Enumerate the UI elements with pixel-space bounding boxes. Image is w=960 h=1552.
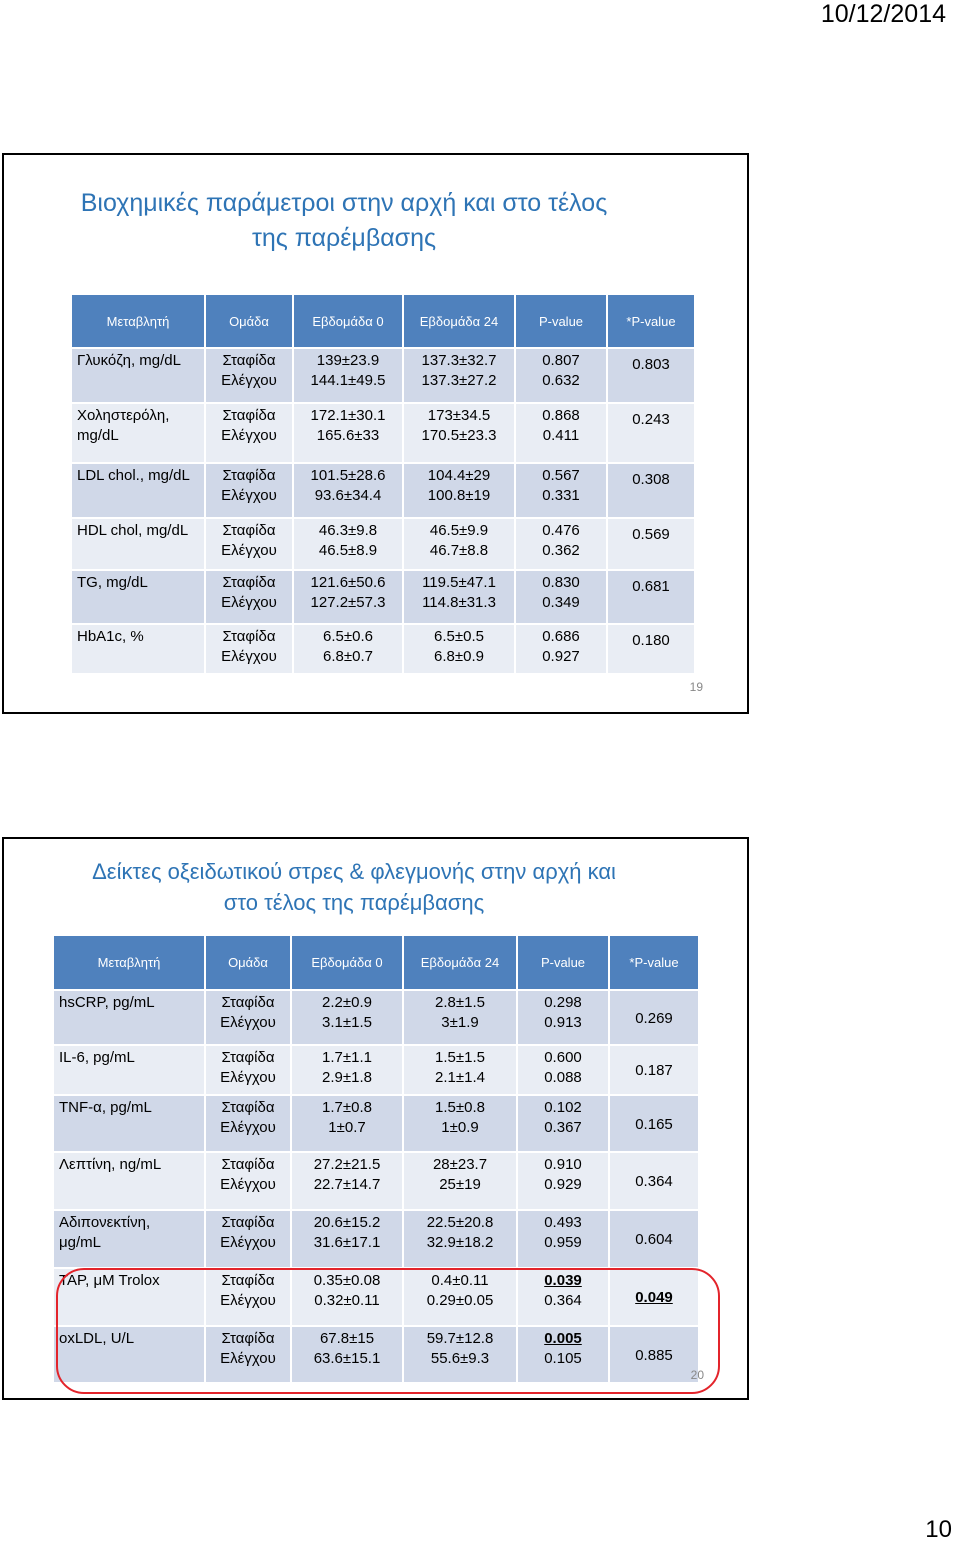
cell-week24 [403,1268,517,1326]
cell-week0-line: 63.6±15.1 [313,1350,381,1367]
cell-variable-line: oxLDL, U/L [59,1330,135,1347]
cell-week0 [291,1326,403,1383]
slide-number: 20 [690,1368,704,1382]
cell-group-line: Σταφίδα [222,352,276,369]
cell-variable-line [59,1013,202,1033]
header-week0: Εβδομάδα 0 [291,935,403,990]
cell-pvalue-line: 0.331 [542,487,580,504]
cell-star-pvalue [607,624,695,674]
slide-20 [2,837,749,1400]
title-line-1: Δείκτες οξειδωτικού στρες & φλεγμονής στην αρχή και [92,859,616,884]
cell-week24-line: 3±1.9 [441,1014,479,1031]
cell-variable-line: hsCRP, pg/mL [59,994,155,1011]
cell-star-pvalue [609,1152,699,1210]
cell-variable-line: TNF-α, pg/mL [59,1099,152,1116]
header-variable: Μεταβλητή [53,935,205,990]
cell-star-pvalue-value: 0.308 [632,471,670,488]
cell-pvalue-line: 0.929 [544,1176,582,1193]
page-number: 10 [925,1516,952,1543]
cell-pvalue [515,463,607,518]
cell-week24-line: 32.9±18.2 [426,1234,494,1251]
cell-star-pvalue-value: 0.243 [632,411,670,428]
cell-variable-line: mg/dL [77,427,119,444]
cell-week24-line: 1.5±0.8 [435,1099,485,1116]
cell-pvalue [515,570,607,624]
cell-group-line: Ελέγχου [220,1292,276,1309]
cell-variable [53,990,205,1045]
cell-pvalue-line: 0.868 [542,407,580,424]
cell-group-line: Ελέγχου [220,1234,276,1251]
cell-variable-line [59,1175,202,1195]
cell-star-pvalue [607,463,695,518]
slide-title [4,186,684,256]
cell-star-pvalue [607,518,695,570]
cell-pvalue-line: 0.364 [544,1292,582,1309]
cell-pvalue-line: 0.959 [544,1234,582,1251]
cell-week0-line: 93.6±34.4 [314,487,382,504]
cell-star-pvalue-value: 0.569 [632,526,670,543]
cell-star-pvalue-value: 0.604 [635,1231,673,1248]
cell-week0-line: 46.3±9.8 [318,522,378,539]
cell-variable [71,518,205,570]
table-row [71,403,695,463]
cell-week0-line: 2.2±0.9 [322,994,372,1011]
cell-week0-line: 101.5±28.6 [310,467,386,484]
cell-week24-line: 137.3±32.7 [421,352,497,369]
cell-variable-line [59,1349,202,1369]
table-row [71,570,695,624]
cell-week24 [403,348,515,403]
cell-group [205,348,293,403]
cell-group [205,463,293,518]
cell-star-pvalue [607,348,695,403]
cell-week0 [293,403,403,463]
cell-week24-line: 59.7±12.8 [426,1330,494,1347]
cell-week24 [403,1095,517,1152]
cell-pvalue [517,1152,609,1210]
cell-group-line: Σταφίδα [222,628,276,645]
cell-variable-line: LDL chol., mg/dL [77,467,190,484]
cell-pvalue-line: 0.830 [542,574,580,591]
cell-week0-line: 1.7±0.8 [322,1099,372,1116]
cell-variable [71,403,205,463]
cell-pvalue [515,348,607,403]
cell-group-line: Ελέγχου [220,1069,276,1086]
cell-group-line: Ελέγχου [221,427,277,444]
title-line-1: Βιοχημικές παράμετροι στην αρχή και στο τέλος [80,189,608,217]
cell-week0 [293,518,403,570]
cell-week24-line: 100.8±19 [427,487,491,504]
title-line-2: στο τέλος της παρέμβασης [223,890,485,915]
slide-19 [2,153,749,714]
cell-week0 [291,1268,403,1326]
cell-week0-line: 6.8±0.7 [323,648,373,665]
cell-pvalue-line: 0.105 [544,1350,582,1367]
cell-week0-line: 139±23.9 [316,352,380,369]
cell-week24-line: 119.5±47.1 [422,574,496,591]
oxidative-stress-table [52,934,700,1384]
cell-week0-line: 20.6±15.2 [313,1214,381,1231]
cell-week0-line: 127.2±57.3 [310,594,386,611]
table-row [53,1268,699,1326]
cell-week24-line: 1.5±1.5 [435,1049,485,1066]
cell-week0 [291,990,403,1045]
cell-group-line: Σταφίδα [222,407,276,424]
header-group: Ομάδα [205,294,293,348]
cell-pvalue-line: 0.367 [544,1119,582,1136]
cell-variable-line [77,647,202,667]
cell-group [205,1152,291,1210]
cell-week24-line: 28±23.7 [432,1156,488,1173]
cell-week0 [291,1210,403,1268]
cell-pvalue [517,1095,609,1152]
cell-pvalue-line: 0.362 [542,542,580,559]
cell-group-line: Σταφίδα [222,467,276,484]
cell-group-line: Ελέγχου [221,648,277,665]
cell-group-line: Ελέγχου [221,594,277,611]
cell-group-line: Σταφίδα [222,574,276,591]
cell-week24-line: 104.4±29 [427,467,491,484]
cell-star-pvalue-value: 0.885 [635,1346,673,1364]
cell-variable-line [77,486,202,506]
cell-pvalue-line: 0.088 [544,1069,582,1086]
table-row [71,463,695,518]
table-row [71,348,695,403]
cell-pvalue-line: 0.600 [544,1049,582,1066]
table-row [71,624,695,674]
cell-group [205,1210,291,1268]
cell-week0-line: 121.6±50.6 [310,574,386,591]
cell-star-pvalue [609,1210,699,1268]
cell-week0 [291,1152,403,1210]
cell-week0-line: 1±0.7 [328,1119,366,1136]
cell-group [205,1268,291,1326]
cell-pvalue-line: 0.005 [544,1330,582,1347]
cell-star-pvalue-value: 0.180 [632,632,670,649]
cell-week24-line: 0.29±0.05 [426,1292,494,1309]
cell-variable [53,1045,205,1095]
cell-variable [71,570,205,624]
cell-variable-line [59,1068,202,1088]
cell-group [205,1326,291,1383]
cell-week24-line: 6.5±0.5 [434,628,484,645]
table-row [53,990,699,1045]
cell-week0 [293,348,403,403]
cell-star-pvalue-value: 0.049 [635,1289,673,1306]
table-row [71,518,695,570]
cell-pvalue [517,990,609,1045]
cell-group-line: Σταφίδα [221,1214,275,1231]
cell-group [205,570,293,624]
cell-group [205,1045,291,1095]
cell-week24 [403,463,515,518]
cell-star-pvalue [607,570,695,624]
cell-variable [71,624,205,674]
cell-pvalue-line: 0.349 [542,594,580,611]
cell-group-line: Σταφίδα [221,1330,275,1347]
cell-pvalue [517,1210,609,1268]
cell-week24-line: 2.8±1.5 [435,994,485,1011]
cell-variable-line [59,1291,202,1311]
cell-week0-line: 0.35±0.08 [313,1272,381,1289]
cell-star-pvalue-value: 0.187 [635,1062,673,1079]
table-row [53,1045,699,1095]
cell-week0 [293,570,403,624]
cell-week24-line: 0.4±0.11 [431,1272,489,1289]
cell-week0-line: 6.5±0.6 [323,628,373,645]
cell-group [205,624,293,674]
cell-group-line: Ελέγχου [221,487,277,504]
cell-week0-line: 144.1±49.5 [310,372,386,389]
cell-star-pvalue-value: 0.681 [632,578,670,595]
cell-group-line: Ελέγχου [221,542,277,559]
header-star-pvalue: *P-value [607,294,695,348]
cell-variable [53,1095,205,1152]
cell-week24-line: 170.5±23.3 [421,427,497,444]
cell-pvalue-line: 0.807 [542,352,580,369]
cell-week24-line: 6.8±0.9 [434,648,484,665]
biochemical-parameters-table [70,293,696,675]
cell-variable-line: TAP, μM Trolox [59,1272,160,1289]
header-group: Ομάδα [205,935,291,990]
cell-variable [71,348,205,403]
cell-week24-line: 1±0.9 [441,1119,479,1136]
cell-variable-line: Γλυκόζη, mg/dL [77,352,181,369]
cell-week24 [403,624,515,674]
cell-pvalue-line: 0.910 [544,1156,582,1173]
cell-variable-line: HbA1c, % [77,628,144,645]
cell-group-line: Σταφίδα [221,1049,275,1066]
cell-group [205,1095,291,1152]
cell-week0-line: 1.7±1.1 [322,1049,372,1066]
cell-pvalue-line: 0.493 [544,1214,582,1231]
cell-week24 [403,518,515,570]
cell-pvalue-line: 0.927 [542,648,580,665]
cell-variable [71,463,205,518]
cell-variable-line: TG, mg/dL [77,574,148,591]
cell-week24 [403,1326,517,1383]
header-star-pvalue: *P-value [609,935,699,990]
cell-variable-line [77,541,202,561]
cell-star-pvalue [609,1326,699,1383]
cell-variable [53,1268,205,1326]
header-week24: Εβδομάδα 24 [403,935,517,990]
cell-week24-line: 22.5±20.8 [426,1214,494,1231]
cell-star-pvalue-value: 0.364 [635,1173,673,1190]
cell-group-line: Σταφίδα [221,1099,275,1116]
cell-week0 [291,1095,403,1152]
cell-group-line: Ελέγχου [220,1119,276,1136]
cell-star-pvalue [609,1095,699,1152]
cell-variable [53,1210,205,1268]
cell-variable [53,1152,205,1210]
cell-week24 [403,403,515,463]
cell-week0-line: 27.2±21.5 [313,1156,381,1173]
title-line-2: της παρέμβασης [251,224,437,252]
cell-star-pvalue-value: 0.165 [635,1115,673,1133]
cell-group-line: Σταφίδα [222,522,276,539]
cell-week24-line: 114.8±31.3 [422,594,496,611]
cell-week0-line: 165.6±33 [316,427,380,444]
header-week0: Εβδομάδα 0 [293,294,403,348]
cell-pvalue-line: 0.039 [544,1272,582,1289]
cell-week24-line: 25±19 [439,1176,481,1193]
table-row [53,1210,699,1268]
cell-group [205,990,291,1045]
cell-pvalue-line: 0.298 [544,994,582,1011]
cell-pvalue [515,403,607,463]
cell-star-pvalue-value: 0.269 [635,1009,673,1027]
cell-star-pvalue-value: 0.803 [632,356,670,373]
cell-week24-line: 46.7±8.8 [429,542,489,559]
cell-group-line: Σταφίδα [221,994,275,1011]
cell-week24-line: 173±34.5 [427,407,491,424]
cell-pvalue-line: 0.913 [544,1014,582,1031]
cell-pvalue [515,624,607,674]
cell-variable-line [77,593,202,613]
cell-week0-line: 172.1±30.1 [310,407,386,424]
cell-week24-line: 46.5±9.9 [429,522,489,539]
table-row [53,1326,699,1383]
cell-pvalue-line: 0.411 [542,427,580,444]
cell-week0-line: 46.5±8.9 [318,542,378,559]
cell-pvalue [517,1268,609,1326]
cell-variable-line: IL-6, pg/mL [59,1049,135,1066]
cell-pvalue-line: 0.476 [542,522,580,539]
header-pvalue: P-value [517,935,609,990]
cell-variable-line: Αδιπονεκτίνη, [59,1214,151,1231]
cell-pvalue [515,518,607,570]
cell-group [205,403,293,463]
cell-pvalue [517,1326,609,1383]
slide-title [4,856,704,918]
cell-variable-line [59,1118,202,1138]
cell-group-line: Ελέγχου [221,372,277,389]
cell-group-line: Σταφίδα [221,1272,275,1289]
table-row [53,1095,699,1152]
cell-pvalue-line: 0.632 [542,372,580,389]
cell-pvalue-line: 0.102 [544,1099,582,1116]
cell-pvalue-line: 0.686 [542,628,580,645]
slide-number: 19 [689,680,703,694]
cell-week0-line: 22.7±14.7 [313,1176,381,1193]
cell-week0 [291,1045,403,1095]
cell-week24 [403,990,517,1045]
cell-group-line: Ελέγχου [220,1176,276,1193]
cell-variable [53,1326,205,1383]
cell-group-line: Ελέγχου [220,1014,276,1031]
cell-variable-line: Λεπτίνη, ng/mL [59,1156,162,1173]
cell-group [205,518,293,570]
cell-variable-line: μg/mL [59,1234,101,1251]
header-pvalue: P-value [515,294,607,348]
cell-star-pvalue [609,990,699,1045]
cell-week0-line: 3.1±1.5 [322,1014,372,1031]
cell-group-line: Ελέγχου [220,1350,276,1367]
cell-week24 [403,1045,517,1095]
cell-variable-line: Χοληστερόλη, [77,407,170,424]
cell-star-pvalue [607,403,695,463]
cell-week24-line: 137.3±27.2 [421,372,497,389]
cell-week24 [403,1210,517,1268]
cell-week24-line: 55.6±9.3 [430,1350,490,1367]
cell-week0-line: 2.9±1.8 [322,1069,372,1086]
cell-week24-line: 2.1±1.4 [435,1069,485,1086]
cell-group-line: Σταφίδα [221,1156,275,1173]
cell-week0-line: 67.8±15 [319,1330,375,1347]
page-date: 10/12/2014 [820,0,946,28]
cell-week0 [293,463,403,518]
cell-week24 [403,1152,517,1210]
cell-week24 [403,570,515,624]
cell-star-pvalue [609,1268,699,1326]
cell-variable-line: HDL chol, mg/dL [77,522,189,539]
cell-pvalue-line: 0.567 [542,467,580,484]
cell-pvalue [517,1045,609,1095]
cell-week0 [293,624,403,674]
cell-variable-line [77,371,202,391]
header-week24: Εβδομάδα 24 [403,294,515,348]
table-row [53,1152,699,1210]
cell-week0-line: 31.6±17.1 [313,1234,381,1251]
header-variable: Μεταβλητή [71,294,205,348]
cell-week0-line: 0.32±0.11 [314,1292,380,1309]
cell-star-pvalue [609,1045,699,1095]
